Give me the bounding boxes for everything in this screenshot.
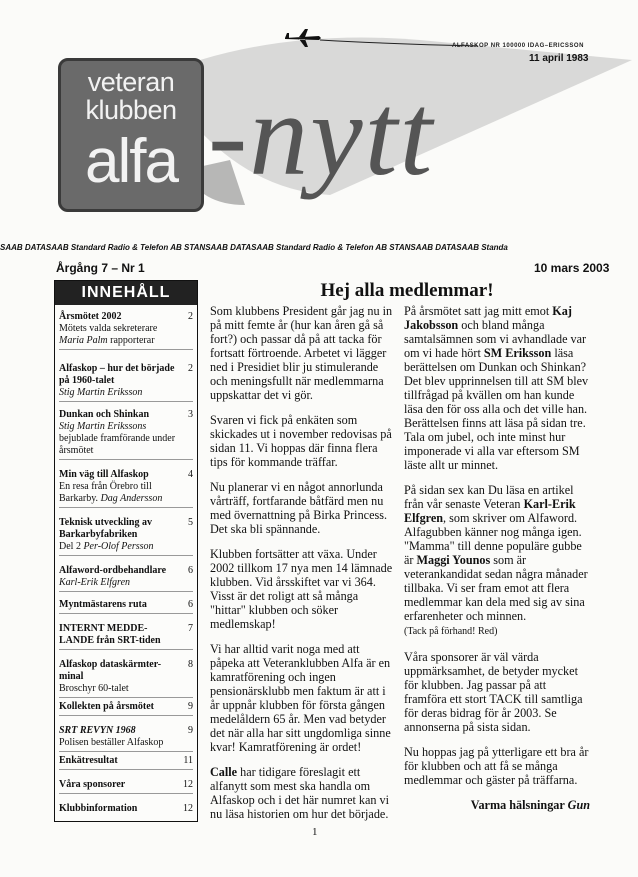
paragraph: Som klubbens President går jag nu in på mitt femte år (hur kan åren gå så fort?) och passar då på att tacka för fortsatt förtroende. Arbetet vi lägger ned i Presidiet blir ju stimulerande och meningsfullt när medlemmarna uppskattar det vi gör. — [210, 304, 393, 402]
toc-item[interactable]: Alfaskop dataskärmter-minal Broschyr 60-talet 8 — [59, 659, 193, 698]
banner-date: 11 april 1983 — [529, 53, 589, 64]
toc-page-number: 8 — [188, 659, 193, 670]
toc-item[interactable]: Alfaword-ordbehandlare Karl-Erik Elfgren 6 — [59, 565, 193, 592]
plane-trail-graphic — [320, 32, 480, 52]
issue-date: 10 mars 2003 — [534, 261, 610, 275]
toc-page-number: 2 — [188, 363, 193, 374]
toc-page-number: 9 — [188, 725, 193, 736]
toc-page-number: 12 — [183, 803, 193, 814]
toc-page-number: 7 — [188, 623, 193, 634]
paragraph: Våra sponsorer är väl värda uppmärksamhet, de betyder mycket för klubben. Jag passar på att framföra ett stort TACK till samtliga för deras bidrag för år 2003. Se annonserna på sista sidan. — [404, 650, 583, 734]
toc-page-number: 4 — [188, 469, 193, 480]
toc-page-number: 6 — [188, 565, 193, 576]
toc-item[interactable]: Dunkan och Shinkan Stig Martin Erikssons bejublade framförande under årsmötet 3 — [59, 409, 193, 460]
paragraph: Vi har alltid varit noga med att påpeka att Veteranklubben Alfa är en kamratförening och ingen pensionärsklubb men faktum är att i år uppnår klubben för första gången medelåldern 65 år. Men vad betyder det när alla har sitt ungdomliga sinne kvar! Kamratförening är ordet! — [210, 642, 391, 754]
toc-item[interactable]: Våra sponsorer 12 — [59, 779, 193, 794]
table-of-contents — [54, 280, 198, 822]
airplane-icon — [283, 28, 323, 48]
signoff: Varma hälsningar Gun — [470, 798, 590, 812]
logo-alfa: alfa — [85, 127, 177, 196]
masthead — [0, 0, 638, 250]
toc-item[interactable]: Årsmötet 2002 Mötets valda sekreterare Maria Palm rapporterar 2 — [59, 311, 193, 350]
paragraph: Calle har tidigare föreslagit ett alfanytt som mest ska handla om Alfaskop och i det här numret kan vi nu läsa historien om hur det började. — [210, 765, 390, 821]
logo-veteran: veteran — [87, 67, 175, 97]
issue-number: Årgång 7 – Nr 1 — [56, 261, 145, 275]
veteranklubben-logo — [58, 58, 204, 212]
toc-item[interactable]: Alfaskop – hur det började på 1960-talet Stig Martin Eriksson 2 — [59, 363, 193, 402]
article-column-1 — [210, 304, 396, 832]
toc-page-number: 12 — [183, 779, 193, 790]
toc-item[interactable]: Enkätresultat 11 — [59, 755, 193, 770]
plane-banner-text: ALFASKOP NR 100000 IDAG–ERICSSON — [452, 43, 584, 49]
toc-item[interactable]: Klubbinformation 12 — [59, 803, 193, 814]
page-number: 1 — [312, 826, 318, 838]
sponsor-strip: SAAB DATASAAB Standard Radio & Telefon AB STANSAAB DATASAAB Standard Radio & Telefon AB STANSAAB DATASAAB Standa — [0, 243, 508, 252]
toc-heading: INNEHÅLL — [55, 281, 197, 305]
paragraph: Nu hoppas jag på ytterligare ett bra år för klubben och att få se många medlemmar och gäster på träffarna. — [404, 745, 589, 787]
paragraph: Nu planerar vi en något annorlunda vårträff, fortfarande båtfärd men nu med övernattning på Birka Princess. Det ska bli spännande. — [210, 480, 388, 536]
toc-item[interactable]: Teknisk utveckling av Barkarbyfabriken Del 2 Per-Olof Persson 5 — [59, 517, 193, 556]
toc-page-number: 11 — [183, 755, 193, 766]
article-headline: Hej alla medlemmar! — [320, 280, 494, 301]
title-nytt: -nytt — [208, 69, 435, 200]
toc-page-number: 5 — [188, 517, 193, 528]
paragraph: På årsmötet satt jag mitt emot Kaj Jakobsson och bland många samtalsämnen som vi avhandlade var om vi hade hört SM Eriksson läsa berättelsen om Dunkan och Shinkan? Det blev upprinnelsen till att SM blev tillfrågad på kvällen om han kunde läsa den för oss alla och det ville han. Berättelsen finns att läsa på sidan tre. Tala om jubel, och inte minst hur imponerade vi alla var eftersom SM läste allt ur minnet. — [404, 304, 589, 472]
paragraph: Svaren vi fick på enkäten som skickades ut i november redovisas på sidan 11. Vi hoppas där finna flera tips för kommande träffar. — [210, 413, 392, 469]
toc-item[interactable]: Myntmästarens ruta 6 — [59, 599, 193, 614]
toc-page-number: 6 — [188, 599, 193, 610]
toc-page-number: 2 — [188, 311, 193, 322]
paragraph: Klubben fortsätter att växa. Under 2002 tillkom 17 nya men 14 lämnade klubben. Vid årsskiftet var vi 364. Visst är det roligt att så många "hittar" klubben och söker medlemskap! — [210, 547, 393, 631]
toc-item[interactable]: INTERNT MEDDE-LANDE från SRT-tiden 7 — [59, 623, 193, 650]
logo-klubben: klubben — [85, 95, 177, 125]
toc-item[interactable]: SRT REVYN 1968 Polisen beställer Alfaskop 9 — [59, 725, 193, 752]
toc-item[interactable]: Min väg till Alfaskop En resa från Örebro till Barkarby. Dag Andersson 4 — [59, 469, 193, 508]
toc-page-number: 3 — [188, 409, 193, 420]
paragraph: På sidan sex kan Du läsa en artikel från vår senaste Veteran Karl-Erik Elfgren, som skriver om Alfaword. Alfagubben känner nog många igen. "Mamma" till denne populäre gubbe är Maggi Younos som är veterankandidat sedan några månader tillbaka. Vi ser fram emot att flera medlemmar kan dela med sig av sina erfarenheter och minnen. (Tack på förhand! Red) — [404, 483, 588, 637]
toc-page-number: 9 — [188, 701, 193, 712]
article-column-2 — [404, 304, 590, 823]
toc-item[interactable]: Kollekten på årsmötet 9 — [59, 701, 193, 716]
